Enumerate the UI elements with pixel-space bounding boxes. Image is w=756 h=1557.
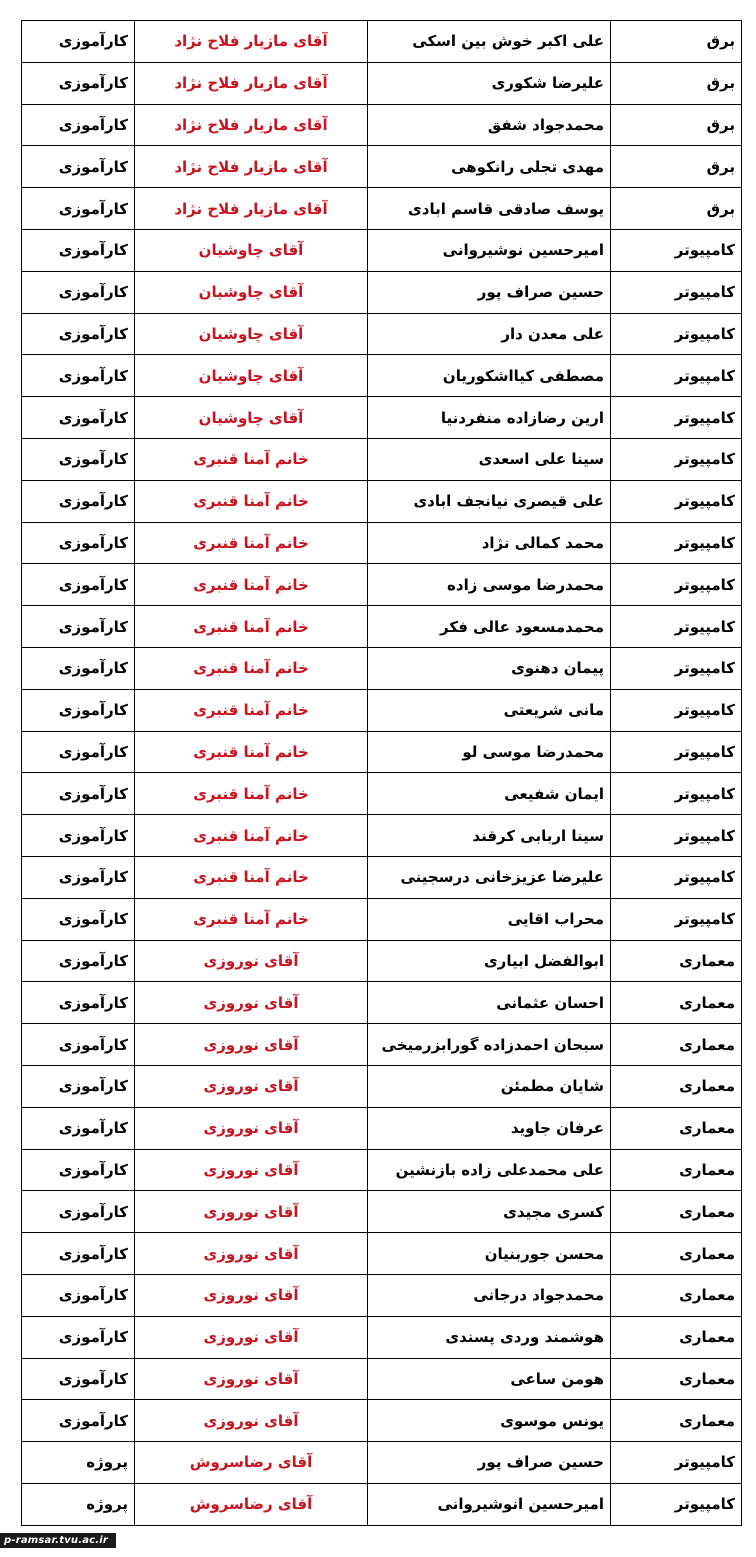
supervisor-cell: خانم آمنا قنبری <box>135 564 368 606</box>
course-type-cell: کارآموزی <box>22 480 135 522</box>
field-cell: معماری <box>611 1316 742 1358</box>
student-name-cell: احسان عثمانی <box>368 982 611 1024</box>
table-row <box>22 1358 742 1400</box>
course-type-cell: کارآموزی <box>22 271 135 313</box>
student-name-cell: هومن ساعی <box>368 1358 611 1400</box>
table-row <box>22 1065 742 1107</box>
student-name-cell: علی معدن دار <box>368 313 611 355</box>
student-name-cell: سبحان احمدزاده گورابزرمیخی <box>368 1024 611 1066</box>
student-name-cell: مهدی تجلی رانکوهی <box>368 146 611 188</box>
course-type-cell: کارآموزی <box>22 229 135 271</box>
field-cell: معماری <box>611 1024 742 1066</box>
supervisor-cell: خانم آمنا قنبری <box>135 606 368 648</box>
supervisor-cell: آقای مازیار فلاح نژاد <box>135 188 368 230</box>
field-cell: کامپیوتر <box>611 564 742 606</box>
field-cell: کامپیوتر <box>611 689 742 731</box>
student-name-cell: ایمان شفیعی <box>368 773 611 815</box>
supervisor-cell: آقای نوروزی <box>135 940 368 982</box>
field-cell: کامپیوتر <box>611 271 742 313</box>
table-row <box>22 1233 742 1275</box>
supervisor-cell: آقای مازیار فلاح نژاد <box>135 146 368 188</box>
field-cell: کامپیوتر <box>611 1483 742 1525</box>
course-type-cell: کارآموزی <box>22 689 135 731</box>
table-row <box>22 1316 742 1358</box>
course-type-cell: کارآموزی <box>22 1149 135 1191</box>
supervisor-cell: آقای مازیار فلاح نژاد <box>135 62 368 104</box>
table-row <box>22 606 742 648</box>
field-cell: کامپیوتر <box>611 438 742 480</box>
supervisor-cell: آقای چاوشیان <box>135 397 368 439</box>
student-name-cell: پیمان دهنوی <box>368 647 611 689</box>
student-name-cell: محراب اقایی <box>368 898 611 940</box>
field-cell: کامپیوتر <box>611 229 742 271</box>
field-cell: برق <box>611 104 742 146</box>
table-row <box>22 271 742 313</box>
table-row <box>22 146 742 188</box>
supervisor-cell: خانم آمنا قنبری <box>135 856 368 898</box>
table-row <box>22 1149 742 1191</box>
student-name-cell: محمدجواد شفق <box>368 104 611 146</box>
student-name-cell: یوسف صادقی قاسم ابادی <box>368 188 611 230</box>
table-row <box>22 689 742 731</box>
site-watermark: p-ramsar.tvu.ac.ir <box>0 1533 116 1548</box>
supervisor-cell: آقای چاوشیان <box>135 313 368 355</box>
field-cell: کامپیوتر <box>611 898 742 940</box>
supervisor-cell: خانم آمنا قنبری <box>135 522 368 564</box>
supervisor-cell: خانم آمنا قنبری <box>135 689 368 731</box>
supervisor-cell: آقای نوروزی <box>135 982 368 1024</box>
supervisor-cell: آقای چاوشیان <box>135 355 368 397</box>
student-name-cell: حسین صراف پور <box>368 271 611 313</box>
supervisor-cell: خانم آمنا قنبری <box>135 731 368 773</box>
course-type-cell: کارآموزی <box>22 62 135 104</box>
course-type-cell: پروژه <box>22 1442 135 1484</box>
field-cell: معماری <box>611 1107 742 1149</box>
field-cell: معماری <box>611 1065 742 1107</box>
course-type-cell: کارآموزی <box>22 898 135 940</box>
supervisor-cell: خانم آمنا قنبری <box>135 898 368 940</box>
table-row <box>22 313 742 355</box>
supervisor-cell: آقای نوروزی <box>135 1400 368 1442</box>
field-cell: کامپیوتر <box>611 522 742 564</box>
student-name-cell: محمدرضا موسی لو <box>368 731 611 773</box>
field-cell: کامپیوتر <box>611 313 742 355</box>
supervisor-cell: خانم آمنا قنبری <box>135 815 368 857</box>
field-cell: کامپیوتر <box>611 1442 742 1484</box>
table-row <box>22 21 742 63</box>
student-name-cell: شایان مطمئن <box>368 1065 611 1107</box>
supervisor-cell: خانم آمنا قنبری <box>135 773 368 815</box>
course-type-cell: کارآموزی <box>22 1316 135 1358</box>
table-row <box>22 1274 742 1316</box>
table-row <box>22 564 742 606</box>
course-type-cell: کارآموزی <box>22 1233 135 1275</box>
table-row <box>22 355 742 397</box>
table-row <box>22 731 742 773</box>
table-row <box>22 188 742 230</box>
supervisor-cell: آقای رضاسروش <box>135 1483 368 1525</box>
table-row <box>22 480 742 522</box>
field-cell: معماری <box>611 1358 742 1400</box>
supervisor-cell: آقای نوروزی <box>135 1191 368 1233</box>
field-cell: معماری <box>611 1274 742 1316</box>
supervisor-cell: آقای نوروزی <box>135 1274 368 1316</box>
table-row <box>22 1442 742 1484</box>
table-row <box>22 397 742 439</box>
field-cell: معماری <box>611 982 742 1024</box>
supervisor-cell: آقای مازیار فلاح نژاد <box>135 21 368 63</box>
student-name-cell: سینا اربابی کرقند <box>368 815 611 857</box>
field-cell: برق <box>611 62 742 104</box>
field-cell: برق <box>611 21 742 63</box>
course-type-cell: کارآموزی <box>22 1107 135 1149</box>
table-row <box>22 940 742 982</box>
student-name-cell: محمد کمالی نژاد <box>368 522 611 564</box>
field-cell: برق <box>611 188 742 230</box>
field-cell: معماری <box>611 1400 742 1442</box>
table-row <box>22 62 742 104</box>
student-name-cell: مصطفی کیااشکوریان <box>368 355 611 397</box>
student-name-cell: محمدرضا موسی زاده <box>368 564 611 606</box>
field-cell: معماری <box>611 1191 742 1233</box>
student-name-cell: ابوالفضل ابیاری <box>368 940 611 982</box>
supervisor-cell: آقای رضاسروش <box>135 1442 368 1484</box>
course-type-cell: کارآموزی <box>22 1065 135 1107</box>
supervisor-cell: آقای نوروزی <box>135 1149 368 1191</box>
course-type-cell: کارآموزی <box>22 355 135 397</box>
table-row <box>22 1483 742 1525</box>
field-cell: کامپیوتر <box>611 355 742 397</box>
field-cell: معماری <box>611 940 742 982</box>
table-row <box>22 773 742 815</box>
table-row <box>22 229 742 271</box>
field-cell: کامپیوتر <box>611 397 742 439</box>
field-cell: برق <box>611 146 742 188</box>
student-name-cell: امیرحسین نوشیروانی <box>368 229 611 271</box>
table-body <box>22 21 742 1526</box>
field-cell: معماری <box>611 1233 742 1275</box>
table-row <box>22 1191 742 1233</box>
table-row <box>22 104 742 146</box>
table-row <box>22 1400 742 1442</box>
course-type-cell: کارآموزی <box>22 1024 135 1066</box>
table-row <box>22 647 742 689</box>
course-type-cell: کارآموزی <box>22 1191 135 1233</box>
field-cell: کامپیوتر <box>611 773 742 815</box>
course-type-cell: کارآموزی <box>22 940 135 982</box>
course-type-cell: کارآموزی <box>22 982 135 1024</box>
student-name-cell: محمدجواد درجانی <box>368 1274 611 1316</box>
course-type-cell: کارآموزی <box>22 313 135 355</box>
student-name-cell: عرفان جاوید <box>368 1107 611 1149</box>
student-name-cell: محسن جوربنیان <box>368 1233 611 1275</box>
table-row <box>22 1024 742 1066</box>
course-type-cell: کارآموزی <box>22 1400 135 1442</box>
student-name-cell: علی محمدعلی زاده بازنشین <box>368 1149 611 1191</box>
course-type-cell: کارآموزی <box>22 188 135 230</box>
course-type-cell: کارآموزی <box>22 731 135 773</box>
course-type-cell: کارآموزی <box>22 815 135 857</box>
student-name-cell: سینا علی اسعدی <box>368 438 611 480</box>
student-name-cell: علی اکبر خوش بین اسکی <box>368 21 611 63</box>
supervisor-cell: خانم آمنا قنبری <box>135 480 368 522</box>
student-name-cell: علیرضا عزیزخانی درسجینی <box>368 856 611 898</box>
course-type-cell: کارآموزی <box>22 1358 135 1400</box>
student-name-cell: حسین صراف پور <box>368 1442 611 1484</box>
course-type-cell: پروژه <box>22 1483 135 1525</box>
course-type-cell: کارآموزی <box>22 438 135 480</box>
table-row <box>22 1107 742 1149</box>
supervisor-cell: آقای نوروزی <box>135 1065 368 1107</box>
supervisor-cell: آقای نوروزی <box>135 1107 368 1149</box>
table-row <box>22 815 742 857</box>
course-type-cell: کارآموزی <box>22 773 135 815</box>
student-name-cell: کسری مجیدی <box>368 1191 611 1233</box>
field-cell: کامپیوتر <box>611 647 742 689</box>
student-assignment-table <box>21 20 742 1526</box>
field-cell: کامپیوتر <box>611 606 742 648</box>
supervisor-cell: آقای نوروزی <box>135 1024 368 1066</box>
student-name-cell: مانی شریعتی <box>368 689 611 731</box>
table-row <box>22 522 742 564</box>
course-type-cell: کارآموزی <box>22 522 135 564</box>
supervisor-cell: آقای چاوشیان <box>135 229 368 271</box>
student-name-cell: هوشمند وردی پسندی <box>368 1316 611 1358</box>
field-cell: معماری <box>611 1149 742 1191</box>
supervisor-cell: خانم آمنا قنبری <box>135 647 368 689</box>
supervisor-cell: آقای مازیار فلاح نژاد <box>135 104 368 146</box>
course-type-cell: کارآموزی <box>22 606 135 648</box>
student-name-cell: محمدمسعود عالی فکر <box>368 606 611 648</box>
course-type-cell: کارآموزی <box>22 104 135 146</box>
field-cell: کامپیوتر <box>611 480 742 522</box>
student-name-cell: یونس موسوی <box>368 1400 611 1442</box>
student-name-cell: علی قیصری نیانجف ابادی <box>368 480 611 522</box>
course-type-cell: کارآموزی <box>22 856 135 898</box>
course-type-cell: کارآموزی <box>22 647 135 689</box>
course-type-cell: کارآموزی <box>22 1274 135 1316</box>
course-type-cell: کارآموزی <box>22 146 135 188</box>
table-row <box>22 982 742 1024</box>
table-row <box>22 898 742 940</box>
course-type-cell: کارآموزی <box>22 397 135 439</box>
student-name-cell: ارین رضازاده منفردنیا <box>368 397 611 439</box>
supervisor-cell: خانم آمنا قنبری <box>135 438 368 480</box>
table-row <box>22 438 742 480</box>
table-row <box>22 856 742 898</box>
field-cell: کامپیوتر <box>611 731 742 773</box>
course-type-cell: کارآموزی <box>22 21 135 63</box>
supervisor-cell: آقای نوروزی <box>135 1358 368 1400</box>
supervisor-cell: آقای نوروزی <box>135 1316 368 1358</box>
field-cell: کامپیوتر <box>611 815 742 857</box>
field-cell: کامپیوتر <box>611 856 742 898</box>
supervisor-cell: آقای چاوشیان <box>135 271 368 313</box>
supervisor-cell: آقای نوروزی <box>135 1233 368 1275</box>
student-name-cell: امیرحسین انوشیروانی <box>368 1483 611 1525</box>
course-type-cell: کارآموزی <box>22 564 135 606</box>
student-name-cell: علیرضا شکوری <box>368 62 611 104</box>
